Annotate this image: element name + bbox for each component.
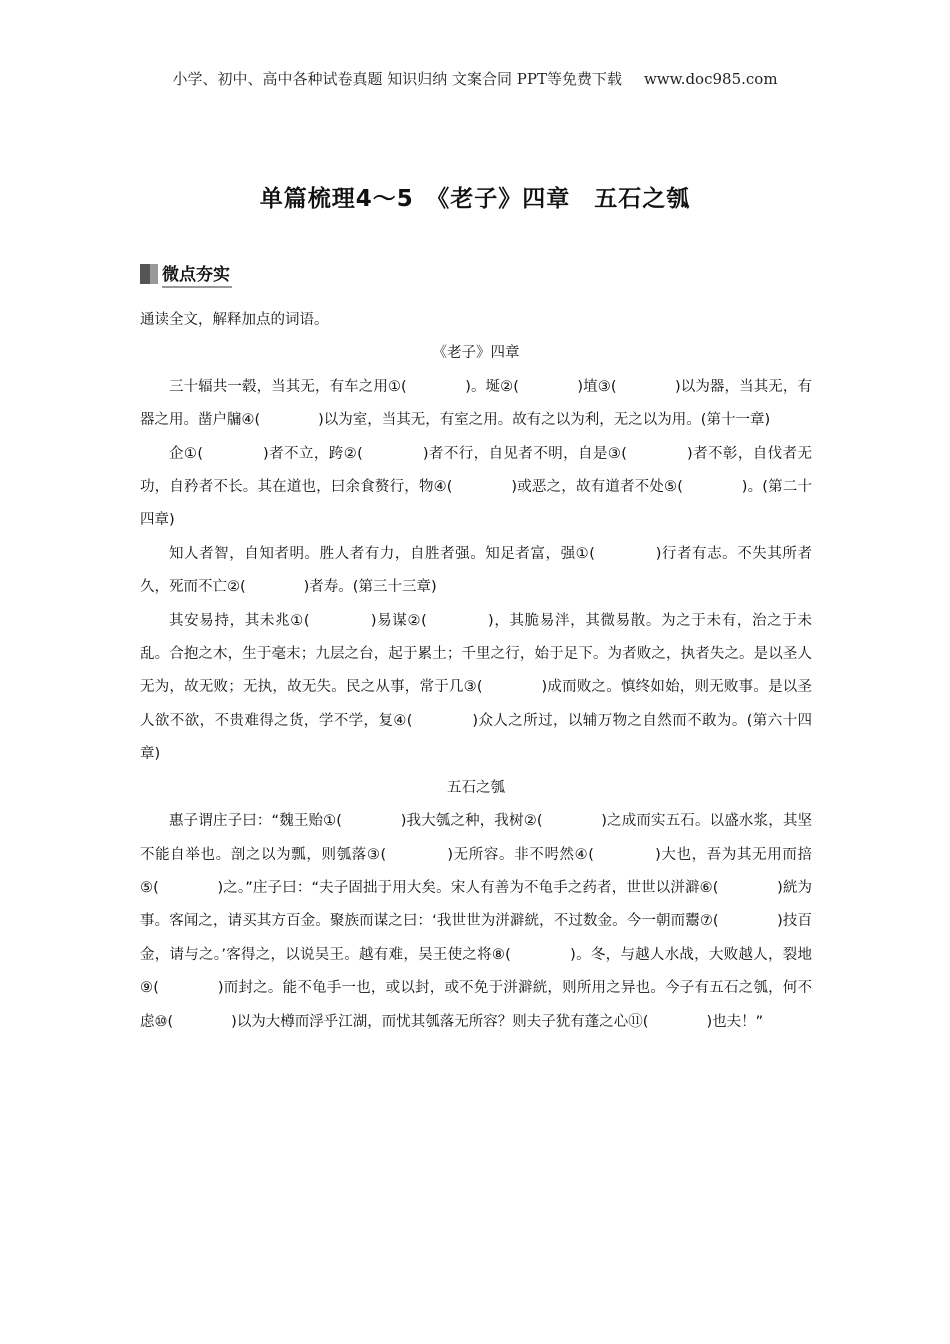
laozi-paragraph-3: 知人者智，自知者明。胜人者有力，自胜者强。知足者富，强①( )行者有志。不失其所者久，死而不亡②( )者寿。(第三十三章) (140, 545, 812, 596)
laozi-heading: 《老子》四章 (432, 345, 520, 362)
wushi-heading: 五石之瓠 (447, 779, 505, 796)
section-label: 微点夯实 (162, 260, 232, 288)
page-header (0, 68, 950, 89)
laozi-paragraph-2: 企①( )者不立，跨②( )者不行，自见者不明，自是③( )者不彰，自伐者无功，自矜者不长。其在道也，曰余食赘行，物④( )或恶之，故有道者不处⑤( )。(第二十四章) (140, 445, 812, 529)
wushi-paragraph-1: 惠子谓庄子曰：“魏王贻①( )我大瓠之种，我树②( )之成而实五石。以盛水浆，其坚不能自举也。剖之以为瓢，则瓠落③( )无所容。非不呺然④( )大也，吾为其无用而掊⑤( )之。”庄子曰：“夫子固拙于用大矣。宋人有善为不龟手之药者，世世以洴澼⑥( )絖为事。客闻之，请买其方百金。聚族而谋之曰：‘我世世为洴澼絖，不过数金。今一朝而鬻⑦( )技百金，请与之。’客得之，以说吴王。越有难，吴王使之将⑧( )。冬，与越人水战，大败越人，裂地⑨( )而封之。能不龟手一也，或以封，或不免于洴澼絖，则所用之异也。今子有五石之瓠，何不虑⑩( )以为大樽而浮乎江湖，而忧其瓠落无所容？则夫子犹有蓬之心⑪( )也夫！” (140, 813, 812, 1030)
section-marker-icon (140, 264, 158, 284)
header-text: 小学、初中、高中各种试卷真题 知识归纳 文案合同 PPT等免费下载 (172, 70, 622, 88)
page-title: 单篇梳理4～5 《老子》四章 五石之瓠 (259, 186, 691, 212)
section-header (140, 262, 232, 286)
instruction: 通读全文，解释加点的词语。 (140, 312, 329, 328)
header-site[interactable]: www.doc985.com (643, 70, 778, 88)
content (140, 304, 812, 1039)
laozi-paragraph-1: 三十辐共一毂，当其无，有车之用①( )。埏②( )埴③( )以为器，当其无，有器之用。凿户牖④( )以为室，当其无，有室之用。故有之以为利，无之以为用。(第十一章) (140, 378, 812, 429)
laozi-paragraph-4: 其安易持，其未兆①( )易谋②( )，其脆易泮，其微易散。为之于未有，治之于未乱。合抱之木，生于毫末；九层之台，起于累土；千里之行，始于足下。为者败之，执者失之。是以圣人无为，故无败；无执，故无失。民之从事，常于几③( )成而败之。慎终如始，则无败事。是以圣人欲不欲，不贵难得之货，学不学，复④( )众人之所过，以辅万物之自然而不敢为。(第六十四章) (140, 612, 812, 763)
